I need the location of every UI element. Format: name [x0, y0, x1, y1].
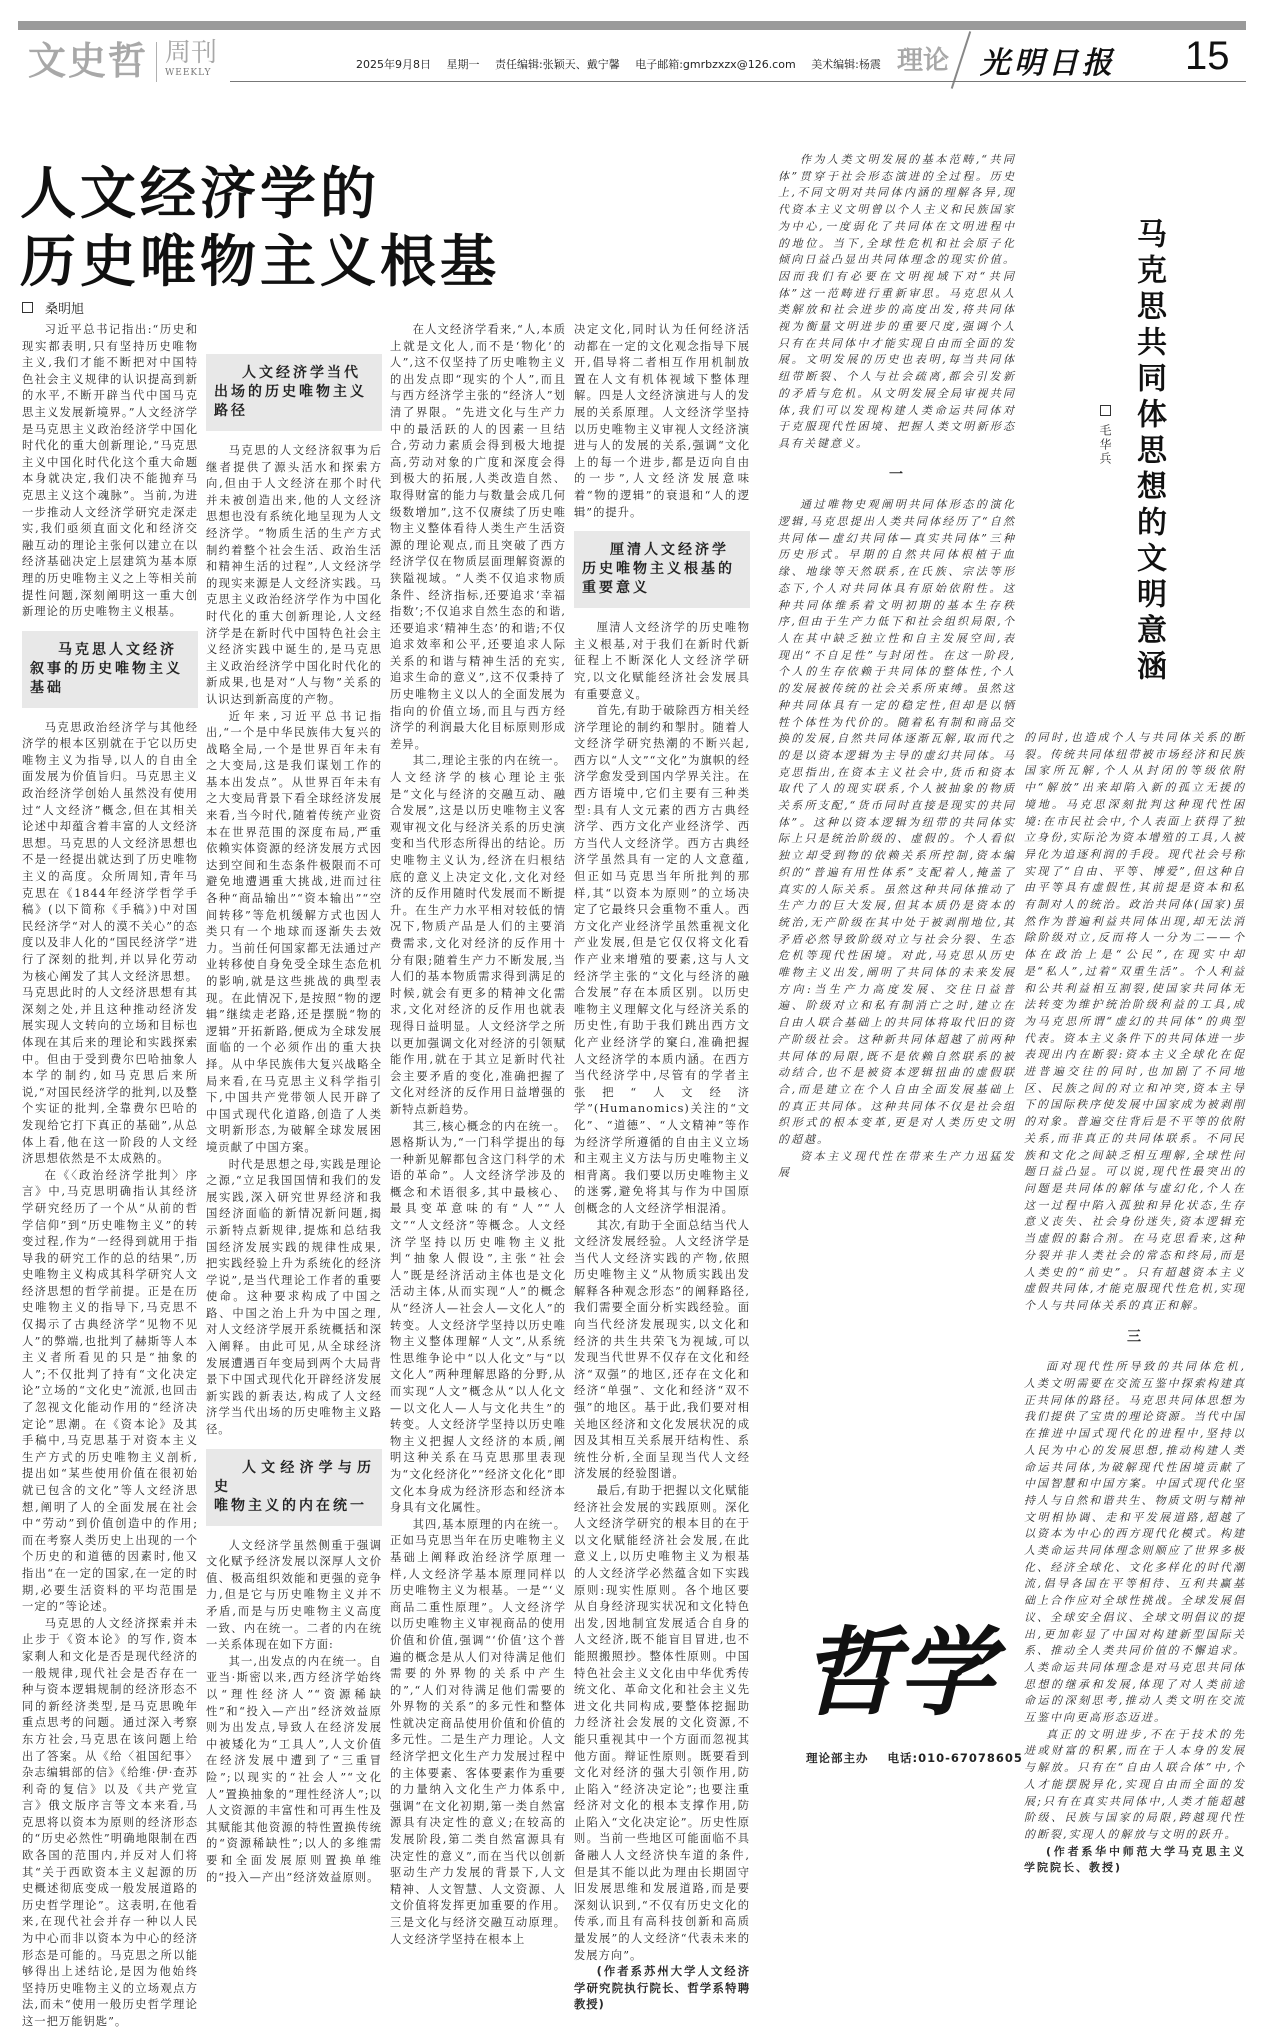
responsible-editors: 责任编辑:张颖天、戴宁馨 [495, 58, 620, 71]
issue-info [356, 56, 893, 72]
article1-author: 桑明旭 [45, 302, 85, 317]
column-masthead [28, 38, 217, 84]
byline-box-icon [1100, 405, 1111, 416]
paragraph: 其三,核心概念的内在统一。恩格斯认为,“一门科学提出的每一种新见解都包含这门科学的术语的革命”。人文经济学涉及的概念和术语很多,其中最核心、最具变革意味的有“人”“人文”“人文经济”等概念。人文经济学坚持以历史唯物主义批判“抽象人假设”,主张“社会人”既是经济活动主体也是文化活动主体,从而实现“人”的概念从“经济人—社会人—文化人”的转变。人文经济学坚持以历史唯物主义整体理解“人文”,从系统性思维争论中“以人化文”与“以文化人”两种理解思路的分野,从而实现“人文”概念从“以人化文—以文化人—人与文化共生”的转变。人文经济学坚持以历史唯物主义把握人文经济的本质,阐明这种关系在马克思那里表现为“文化经济化”“经济文化化”即文化本身成为经济形态和经济本身具有文化属性。 [390, 1119, 566, 1515]
paragraph: 人文经济学虽然侧重于强调文化赋予经济发展以深厚人文价值、极高组织效能和更强的竞争力,但是它与历史唯物主义并不矛盾,而是与历史唯物主义高度一致、内在统一。二者的内在统一关系体现在如下方面: [206, 1538, 382, 1652]
article1-column-1 [22, 322, 198, 2031]
column-title: 文史哲 [28, 38, 149, 83]
article2-author: 毛华兵 [1098, 424, 1112, 466]
article1-title-line2: 历史唯物主义根基 [20, 229, 500, 295]
editor-email: 电子邮箱:gmrbzxzx@126.com [635, 58, 796, 71]
paragraph: 的同时,也造成个人与共同体关系的断裂。传统共同体纽带被市场经济和民族国家所瓦解,个人从封闭的等级依附中“解放”出来却陷入新的孤立无援的境地。马克思深刻批判这种现代性困境:在市民社会中,个人表面上获得了独立身份,实际沦为资本增殖的工具,人被异化为追逐利润的手段。现代社会号称实现了“自由、平等、博爱”,但这种自由平等具有虚假性,其前提是资本和私有制对人的统治。政治共同体(国家)虽然作为普遍利益共同体出现,却无法消除阶级对立,反而将人一分为二——个体在政治上是“公民”,在现实中却是“私人”,过着“双重生活”。个人利益和公共利益相互割裂,使国家共同体无法转变为维护统治阶级利益的工具,成为马克思所谓“虚幻的共同体”的典型代表。资本主义条件下的共同体进一步表现出内在断裂:资本主义全球化在促进普遍交往的同时,也加剧了不同地区、民族之间的对立和冲突,资本主导下的国际秩序使发展中国家成为被剥削的对象。普遍交往背后是不平等的依附关系,而非真正的共同体联系。不同民族和文化之间缺乏相互理解,全球性问题日益凸显。可以说,现代性最突出的问题是共同体的解体与虚幻化,个人在这一过程中陷入孤独和异化状态,生存意义丧失、社会身份迷失,资本逻辑充当虚假的黏合剂。在马克思看来,这种分裂并非人类社会的常态和终局,而是人类史的“前史”。只有超越资本主义虚假共同体,才能克服现代性危机,实现个人与共同体关系的真正和解。 [1024, 731, 1246, 1312]
header-rule [18, 21, 1246, 30]
article2-column-2 [1024, 730, 1246, 1877]
section-name: 理论 [897, 46, 950, 76]
issue-weekday: 星期一 [446, 58, 480, 71]
weekly-en: WEEKLY [165, 68, 212, 78]
paragraph: 作为人类文明发展的基本范畴,“共同体”贯穿于社会形态演进的全过程。历史上,不同文明对共同体内涵的理解各异,现代资本主义文明曾以个人主义和民族国家为中心,一度弱化了共同体在文明进程中的地位。当下,全球性危机和社会原子化倾向日益凸显出共同体理念的现实价值。因而我们有必要在文明视域下对“共同体”这一范畴进行重新审思。马克思从人类解放和社会进步的高度出发,将共同体视为衡量文明进步的重要尺度,强调个人只有在共同体中才能实现自由而全面的发展。文明发展的历史也表明,每当共同体纽带断裂、个人与社会疏离,都会引发新的矛盾与危机。从文明发展全局审视共同体,我们可以发现构建人类命运共同体对于克服现代性困境、把握人类文明新形态具有关键意义。 [778, 153, 1016, 450]
article1-subhead-2: 人文经济学当代 出场的历史唯物主义 路径 [206, 354, 382, 431]
section-numeral-1: 一 [889, 466, 905, 483]
weekly-cn: 周刊 [165, 38, 218, 68]
paragraph: 在人文经济学看来,“人,本质上就是文化人,而不是‘物化’的人”,这不仅坚持了历史唯物主义的出发点即“现实的个人”,而且与西方经济学主张的“经济人”划清了界限。“先进文化与生产力中的最活跃的人的因素一旦结合,劳动力素质会得到极大地提高,劳动对象的广度和深度会得到极大的拓展,人类改造自然、取得财富的能力与数量会成几何级数增加”,这不仅赓续了历史唯物主义整体看待人类生产生活资源的理论观点,而且突破了西方经济学仅在物质层面理解资源的狭隘视域。“人类不仅追求物质条件、经济指标,还要追求‘幸福指数’;不仅追求自然生态的和谐,还要追求‘精神生态’的和谐;不仅追求效率和公平,还要追求人际关系的和谐与精神生活的充实,追求生命的意义”,这不仅秉持了历史唯物主义以人的全面发展为指向的价值立场,而且与西方经济学的利润最大化目标原则形成差异。 [390, 323, 566, 751]
paragraph: 真正的文明进步,不在于技术的先进或财富的积累,而在于人本身的发展与解放。只有在“自由人联合体”中,个人才能摆脱异化,实现自由而全面的发展;只有在真实共同体中,人类才能超越阶级、民族与国家的局限,跨越现代性的断裂,实现人的解放与文明的跃升。 [1024, 1727, 1246, 1841]
paragraph: 其一,出发点的内在统一。自亚当·斯密以来,西方经济学始终以“理性经济人”“资源稀缺性”和“投入—产出”经济效益原则为出发点,导致人在经济发展中被矮化为“工具人”,人文价值在经济发展中遭到了“三重冒险”;以现实的“社会人”“文化人”置换抽象的“理性经济人”;以人文资源的丰富性和可再生性及其赋能其他资源的特性置换传统的“资源稀缺性”;以人的多维需要和全面发展原则置换单维的“投入—产出”经济效益原则。 [206, 1654, 382, 1884]
article1-title-line1: 人文经济学的 [20, 161, 380, 227]
paragraph: 马克思的人文经济探索并未止步于《资本论》的写作,资本家剩人和文化是否是现代经济的一般规律,现代社会是否存在一种与资本逻辑规制的经济形态不同的新经济类型,是马克思晚年重点思考的问题。通过深入考察东方社会,马克思在该问题上给出了答案。从《给〈祖国纪事〉杂志编辑部的信》《给维·伊·查苏利奇的复信》以及《共产党宣言》俄文版序言等文本来看,马克思将以资本为原则的经济形态的“历史必然性”明确地限制在西欧各国的范围内,并反对人们将其“关于西欧资本主义起源的历史概述彻底变成一般发展道路的历史哲学理论”。这表明,在他看来,在现代社会并存一种以人民为中心而非以资本为中心的经济形态是可能的。马克思之所以能够得出上述结论,是因为他始终坚持历史唯物主义的立场观点方法,而未“使用一般历史哲学理论这一把万能钥匙”。 [22, 1616, 198, 2028]
header-underline [230, 81, 1246, 82]
paragraph: 马克思的人文经济叙事为后继者提供了源头活水和探索方向,但由于人文经济在那个时代并未被创造出来,他的人文经济思想也没有系统化地呈现为人文经济学。“物质生活的生产方式制约着整个社会生活、政治生活和精神生活的过程”,人文经济学的现实来源是人文经济实践。马克思主义政治经济学作为中国化时代化的重大创新理论,人文经济学是在新时代中国特色社会主义经济实践中诞生的,是马克思主义政治经济学中国化时代化的新成果,也是对“人与物”关系的认识达到新高度的产物。 [206, 444, 382, 706]
article2-title: 马克思共同体思想的文明意涵 [1131, 218, 1166, 686]
byline-box-icon [22, 302, 33, 313]
paragraph: 面对现代性所导致的共同体危机,人类文明需要在交流互鉴中探索构建真正共同体的路径。马克思共同体思想为我们提供了宝贵的理论资源。当代中国在推进中国式现代化的进程中,坚持以人民为中心的发展思想,推动构建人类命运共同体,为破解现代性困境贡献了中国智慧和中国方案。中国式现代化坚持人与自然和谐共生、物质文明与精神文明相协调、走和平发展道路,超越了以资本为中心的西方现代化模式。构建人类命运共同体理念则顺应了世界多极化、经济全球化、文化多样化的时代潮流,倡导各国在平等相待、互利共赢基础上合作应对全球性挑战。全球发展倡议、全球安全倡议、全球文明倡议的提出,更加彰显了中国对构建新型国际关系、推动全人类共同价值的不懈追求。人类命运共同体理念是对马克思共同体思想的继承和发展,体现了对人类前途命运的深刻思考,推动人类文明在交流互鉴中向更高形态迈进。 [1024, 1360, 1246, 1725]
paragraph: 厘清人文经济学的历史唯物主义根基,对于我们在新时代新征程上不断深化人文经济学研究,以文化赋能经济社会发展具有重要意义。 [574, 621, 750, 701]
paragraph: 马克思政治经济学与其他经济学的根本区别就在于它以历史唯物主义为指导,以人的自由全面发展为价值旨归。马克思主义政治经济学创始人虽然没有使用过“人文经济”概念,但在其相关论述中却蕴含着丰富的人文经济思想。马克思的人文经济思想也不是一经提出就达到了历史唯物主义的高度。众所周知,青年马克思在《1844年经济学哲学手稿》(以下简称《手稿》)中对国民经济学“对人的漠不关心”的态度以及非人化的“国民经济学”进行了深刻的批判,并以异化劳动为核心阐发了其人文经济思想。马克思此时的人文经济思想有其深刻之处,并且这种推动经济发展实现人文转向的立场和目标也体现在其后来的理论和实践探索中。但由于受到费尔巴哈抽象人本学的制约,如马克思后来所说,“对国民经济学的批判,以及整个实证的批判,全靠费尔巴哈的发现给它打下真正的基础”,从总体上看,他在这一阶段的人文经济思想依然是不太成熟的。 [22, 720, 198, 1166]
department-info [806, 1750, 1037, 1766]
article1-author-note: (作者系苏州大学人文经济学研究院执行院长、哲学系特聘教授) [574, 1965, 750, 2012]
paragraph: 其二,理论主张的内在统一。人文经济学的核心理论主张是“文化与经济的交融互动、融合发展”,这是以历史唯物主义客观审视文化与经济关系的历史演变和当代形态所得出的结论。历史唯物主义认为,经济在归根结底的意义上决定文化,文化对经济的反作用随时代发展而不断提升。在生产力水平相对较低的情况下,物质产品是人们的主要消费需求,文化对经济的反作用十分有限;随着生产力不断发展,当人们的基本物质需求得到满足的时候,就会有更多的精神文化需求,文化对经济的反作用也就表现得日益明显。人文经济学之所以更加强调文化对经济的引领赋能作用,就在于其立足新时代社会主要矛盾的变化,准确把握了文化对经济的反作用日益增强的新特点新趋势。 [390, 754, 566, 1116]
paragraph: 时代是思想之母,实践是理论之源,“立足我国国情和我们的发展实践,深入研究世界经济和我国经济面临的新情况新问题,揭示新特点新规律,提炼和总结我国经济发展实践的规律性成果,把实践经验上升为系统化的经济学说”,是当代理论工作者的重要使命。这种要求构成了中国之路、中国之治上升为中国之理,对人文经济学展开系统概括和深入阐释。由此可见,从全球经济发展遭遇百年变局到两个大局背景下中国式现代化开辟经济发展新实践的新表达,构成了人文经济学当代出场的历史唯物主义路径。 [206, 1157, 382, 1437]
paragraph: 其四,基本原理的内在统一。正如马克思当年在历史唯物主义基础上阐释政治经济学原理一样,人文经济学基本原理同样以历史唯物主义为根基。一是“‘义商品二重性原理”。人文经济学以历史唯物主义审视商品的使用价值和价值,强调“‘价值’这个普遍的概念是从人们对待满足他们需要的外界物的关系中产生的”,“人们对待满足他们需要的外界物的关系”的多元性和整体性就决定商品使用价值和价值的多元性。二是生产力理论。人文经济学把文化生产力发展过程中的主体要素、客体要素作为重要的力量纳入文化生产力体系中,强调“在文化初期,第一类自然富源具有决定性的意义;在较高的发展阶段,第二类自然富源具有决定性的意义”,而在当代以创新驱动生产力发展的背景下,人文精神、人文智慧、人文资源、人文价值将发挥更加重要的作用。三是文化与经济交融互动原理。人文经济学坚持在根本上 [390, 1517, 566, 1946]
article2-author-note: (作者系华中师范大学马克思主义学院院长、教授) [1024, 1844, 1246, 1875]
paragraph: 习近平总书记指出:“历史和现实都表明,只有坚持历史唯物主义,我们才能不断把对中国特色社会主义规律的认识提高到新的水平,不断开辟当代中国马克思主义发展新境界。”人文经济学是马克思主义政治经济学中国化时代化的重大创新理论,“马克思主义中国化时代化这个重大命题本身就决定,我们决不能抛弃马克思主义这个魂脉”。当前,为进一步推动人文经济学研究走深走实,我们亟须直面文化和经济交融互动的理论主张何以建立在以经济基础决定上层建筑为基本原理的历史唯物主义之上等相关前提性问题,深刻阐明这一重大创新理论的历史唯物主义根基。 [22, 323, 198, 619]
paragraph: 首先,有助于破除西方相关经济学理论的制约和掣肘。随着人文经济学研究热潮的不断兴起,西方以“人文”“文化”为旗帜的经济学愈发受到国内学界关注。在西方语境中,它们主要有三种类型:具有人文元素的西方古典经济学、西方文化产业经济学、西方当代人文经济学。西方古典经济学虽然具有一定的人文意蕴,但正如马克思当年所批判的那样,其“以资本为原则”的立场决定了它最终只会重物不重人。西方文化产业经济学虽然重视文化产业发展,但是它仅仅将文化看作产业来增殖的要素,这与人文经济学主张的“文化与经济的融合发展”存在本质区别。以历史唯物主义理解文化与经济关系的历史性,有助于我们跳出西方文化产业经济学的窠臼,准确把握人文经济学的本质内涵。在西方当代经济学中,尽管有的学者主张把“人文经济学”(Humanomics)关注的“文化”、“道德”、“人文精神”等作为经济学所遵循的自由主义立场和主观主义方法与历史唯物主义相背离。我们要以历史唯物主义的迷雾,避免将其与作为中国原创概念的人文经济学相混淆。 [574, 704, 750, 1215]
article1-column-2 [206, 322, 382, 1886]
article1-byline [22, 298, 84, 317]
weekly-label [165, 38, 217, 78]
calligraphy-philosophy: 哲学 [801, 1615, 994, 1729]
paragraph: 决定文化,同时认为任何经济活动都在一定的文化观念指导下展开,倡导将二者相互作用机制放置在人文有机体视域下整体理解。四是人文经济演进与人的发展的关系原理。人文经济学坚持以历史唯物主义审视人文经济演进与人的发展的关系,强调“文化上的每一个进步,都是迈向自由的一步”,人文经济发展意味着“物的逻辑”的衰退和“人的逻辑”的提升。 [574, 323, 750, 519]
paragraph: 通过唯物史观阐明共同体形态的演化逻辑,马克思提出人类共同体经历了“自然共同体—虚幻共同体—真实共同体”三种历史形式。早期的自然共同体根植于血缘、地缘等天然联系,在氏族、宗法等形态下,个人对共同体具有原始依附性。这种共同体维系着文明初期的基本生存秩序,但由于生产力低下和社会组织局限,个人在其中缺乏独立性和自主发展空间,表现出“不自足性”与封闭性。在这一阶段,个人的生存依赖于共同体的整体性,个人的发展被传统的社会关系所束缚。虽然这种共同体具有一定的稳定性,但却是以牺牲个体性为代价的。随着私有制和商品交换的发展,自然共同体逐渐瓦解,取而代之的是以资本逻辑为主导的虚幻共同体。马克思指出,在资本主义社会中,货币和资本取代了人的现实联系,个人被抽象的物质关系所支配,“货币同时直接是现实的共同体”。这种以资本逻辑为纽带的共同体实际上只是统治阶级的、虚假的。个人看似独立却受到物的依赖关系所控制,资本编织的“普遍有用性体系”支配着人,掩盖了真实的人际关系。虽然这种共同体推动了生产力的巨大发展,但其本质仍是资本的统治,无产阶级在其中处于被剥削地位,其矛盾必然导致阶级对立与社会分裂、生态危机等现代性困境。对此,马克思从历史唯物主义出发,阐明了共同体的未来发展方向:当生产力高度发展、交往日益普遍、阶级对立和私有制消亡之时,建立在自由人联合基础上的共同体将取代旧的资产阶级社会。这种新共同体超越了前两种共同体的局限,既不是依赖自然联系的被动结合,也不是被资本逻辑扭曲的虚假联合,而是建立在个人自由全面发展基础上的真正共同体。这种共同体不仅是社会组织形式的根本变革,更是对人类历史文明的超越。 [778, 498, 1016, 1147]
article1-subhead-1: 马克思人文经济 叙事的历史唯物主义 基础 [22, 631, 198, 708]
paragraph: 资本主义现代性在带来生产力迅猛发展 [778, 1149, 1016, 1180]
paragraph: 在《〈政治经济学批判〉序言》中,马克思明确指认其经济学研究经历了一个从“从前的哲学信仰”到“历史唯物主义”的转变过程,作为“一经得到就用于指导我的研究工作的总的结果”,历史唯物主义构成其科学研究人文经济思想的哲学前提。正是在历史唯物主义的指导下,马克思不仅揭示了古典经济学“见物不见人”的弊端,也批判了赫斯等人本主义者所看见的只是“抽象的人”;不仅批判了持有“文化决定论”立场的“文化史”流派,也回击了忽视文化能动作用的“经济决定论”思潮。在《资本论》及其手稿中,马克思基于对资本主义生产方式的历史唯物主义剖析,提出如“某些使用价值在很初始就已包含的文化”等人文经济思想,阐明了人的全面发展在社会中“劳动”到价值创造中的作用;而在考察人类历史上出现的一个个历史的和道德的因素时,他又指出“在一定的国家,在一定的时期,必要生活资料的平均范围是一定的”等论述。 [22, 1168, 198, 1614]
sponsor-label: 理论部主办 [806, 1751, 869, 1765]
article1-column-3 [390, 322, 566, 1948]
masthead-divider [156, 42, 157, 82]
article1-column-4 [574, 322, 750, 2014]
article1-title [20, 160, 500, 296]
article2-column-1 [778, 152, 1016, 1592]
article2-byline [1097, 405, 1114, 466]
issue-date: 2025年9月8日 [356, 58, 431, 71]
paragraph: 近年来,习近平总书记指出,“一个是中华民族伟大复兴的战略全局,一个是世界百年未有之大变局,这是我们谋划工作的基本出发点”。从世界百年未有之大变局背景下看全球经济发展来看,当今时代,随着传统产业资本在世界范围的深度布局,严重依赖实体资源的经济发展方式因达到空间和生态条件极限而不可避免地遭遇重大挑战,进而过往各种“商品输出”“资本输出”“空间转移”等危机缓解方式也因人类只有一个地球而逐渐失去效力。当前任何国家都无法通过产业转移使自身免受全球生态危机的影响,就是这些挑战的典型表现。在此情况下,是按照“物的逻辑”继续走老路,还是摆脱“物的逻辑”开拓新路,便成为全球发展面临的一个必须作出的重大抉择。从中华民族伟大复兴战略全局来看,在马克思主义科学指引下,中国共产党带领人民开辟了中国式现代化道路,创造了人类文明新形态,为破解全球发展困境贡献了中国方案。 [206, 709, 382, 1154]
art-editor: 美术编辑:杨震 [811, 58, 881, 71]
article1-subhead-4: 厘清人文经济学 历史唯物主义根基的 重要意义 [574, 531, 750, 608]
section-numeral-3: 三 [1127, 1328, 1143, 1345]
phone-number: 电话:010-67078605 [887, 1751, 1023, 1765]
page-number: 15 [1185, 34, 1230, 78]
paragraph: 最后,有助于把握以文化赋能经济社会发展的实践原则。深化人文经济学研究的根本目的在于以文化赋能经济社会发展,在此意义上,以历史唯物主义为根基的人文经济学必然蕴含如下实践原则:现实性原则。各个地区要从自身经济现实状况和文化特色出发,因地制宜发展适合自身的人文经济,既不能盲目冒进,也不能照搬照抄。整体性原则。中国特色社会主义文化由中华优秀传统文化、革命文化和社会主义先进文化共同构成,要整体挖掘助力经济社会发展的文化资源,不能只重视其中一个方面而忽视其他方面。辩证性原则。既要看到文化对经济的强大引领作用,防止陷入“经济决定论”;也要注重经济对文化的根本支撑作用,防止陷入“文化决定论”。历史性原则。当前一些地区可能面临不具备融人人文经济快车道的条件,但是其不能以此为理由长期固守旧发展思维和发展道路,而是要深刻认识到,“不仅有历史文化的传承,而且有高科技创新和高质量发展”的人文经济“代表未来的发展方向”。 [574, 1484, 750, 1962]
article1-subhead-3: 人文经济学与历史 唯物主义的内在统一 [206, 1449, 382, 1526]
newspaper-logo: 光明日报 [980, 46, 1116, 81]
paragraph: 其次,有助于全面总结当代人文经济发展经验。人文经济学是当代人文经济实践的产物,依照历史唯物主义“从物质实践出发解释各种观念形态”的阐释路径,我们需要全面分析实践经验。面向当代经济发展现实,以文化和经济的共生共荣飞为视域,可以发现当代世界不仅存在文化和经济“双强”的地区,还存在文化和经济“单强”、文化和经济“双不强”的地区。基于此,我们要对相关地区经济和文化发展状况的成因及其相互关系展开结构性、系统性分析,全面呈现当代人文经济发展的经验图谱。 [574, 1218, 750, 1481]
